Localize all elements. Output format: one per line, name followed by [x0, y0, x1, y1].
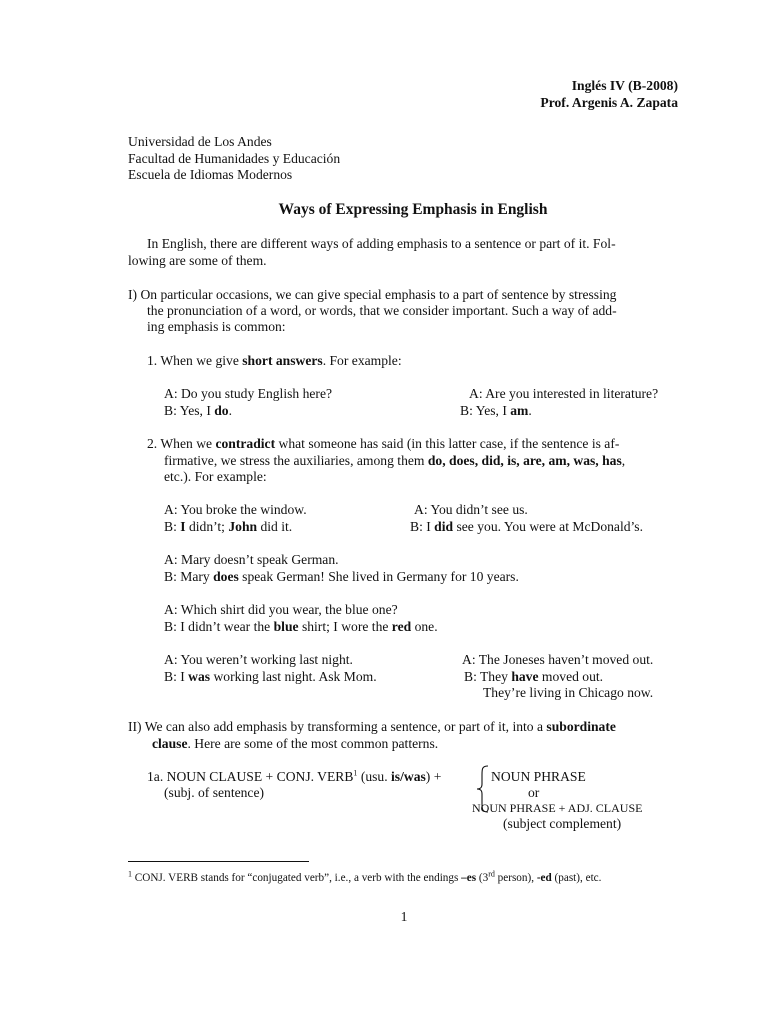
section1-line-1: I) On particular occasions, we can give special emphasis to a part of sentence by stressing	[128, 287, 617, 302]
item2-line-3: etc.). For example:	[164, 469, 267, 484]
ex5-c-right: They’re living in Chicago now.	[483, 685, 654, 700]
ex2-a-left: A: You broke the window.	[164, 502, 307, 517]
ex1-a-right: A: Are you interested in literature?	[469, 386, 659, 401]
institution-line-2: Facultad de Humanidades y Educación	[128, 151, 341, 166]
ex4-a: A: Which shirt did you wear, the blue one?	[164, 602, 398, 617]
ex5-b-left: B: I was working last night. Ask Mom.	[164, 669, 377, 684]
item2-line-1: 2. When we contradict what someone has said (in this latter case, if the sentence is af-	[147, 436, 620, 451]
item1-heading: 1. When we give short answers. For example:	[147, 353, 402, 368]
intro-line-2: lowing are some of them.	[128, 253, 267, 268]
institution-line-3: Escuela de Idiomas Modernos	[128, 167, 293, 182]
ex2-b-right: B: I did see you. You were at McDonald’s.	[410, 519, 643, 534]
ex1-b-right: B: Yes, I am.	[460, 403, 532, 418]
course-label: Inglés IV (B-2008)	[571, 78, 678, 93]
professor-label: Prof. Argenis A. Zapata	[540, 95, 678, 110]
ex5-b-right: B: They have moved out.	[464, 669, 604, 684]
pattern-1a-subtitle: (subj. of sentence)	[164, 785, 265, 800]
pattern-option-or: or	[528, 785, 540, 800]
pattern-1a-main: 1a. NOUN CLAUSE + CONJ. VERB$^1$ (usu. is/was) +	[147, 768, 442, 784]
item2-line-2: firmative, we stress the auxiliaries, among them do, does, did, is, are, am, was, has,	[164, 453, 626, 468]
ex4-b: B: I didn’t wear the blue shirt; I wore the red one.	[164, 619, 438, 634]
section1-line-3: ing emphasis is common:	[147, 319, 286, 334]
footnote-separator	[128, 861, 309, 862]
institution-line-1: Universidad de Los Andes	[128, 134, 272, 149]
ex5-a-left: A: You weren’t working last night.	[164, 652, 353, 667]
section1-line-2: the pronunciation of a word, or words, that we consider important. Such a way of add-	[147, 303, 617, 318]
section2-line-2: clause. Here are some of the most common patterns.	[152, 736, 439, 751]
section2-line-1: II) We can also add emphasis by transforming a sentence, or part of it, into a subordinate	[128, 719, 616, 734]
ex1-b-left: B: Yes, I do.	[164, 403, 233, 418]
pattern-option-noun-phrase: NOUN PHRASE	[491, 769, 586, 784]
ex2-a-right: A: You didn’t see us.	[414, 502, 528, 517]
ex2-b-left: B: I didn’t; John did it.	[164, 519, 293, 534]
page-number: 1	[400, 909, 408, 924]
ex5-a-right: A: The Joneses haven’t moved out.	[462, 652, 654, 667]
pattern-option-noun-phrase-adj-clause: NOUN PHRASE + ADJ. CLAUSE	[472, 801, 643, 815]
footnote: $^1$ CONJ. VERB stands for “conjugated verb”, i.e., a verb with the endings –es (3rd person), -ed (past), etc.	[128, 869, 602, 884]
document-title: Ways of Expressing Emphasis in English	[278, 201, 548, 218]
ex3-b: B: Mary does speak German! She lived in Germany for 10 years.	[164, 569, 519, 584]
intro-line-1: In English, there are different ways of adding emphasis to a sentence or part of it. Fol-	[147, 236, 616, 251]
pattern-subject-complement: (subject complement)	[503, 816, 622, 831]
ex1-a-left: A: Do you study English here?	[164, 386, 333, 401]
ex3-a: A: Mary doesn’t speak German.	[164, 552, 339, 567]
